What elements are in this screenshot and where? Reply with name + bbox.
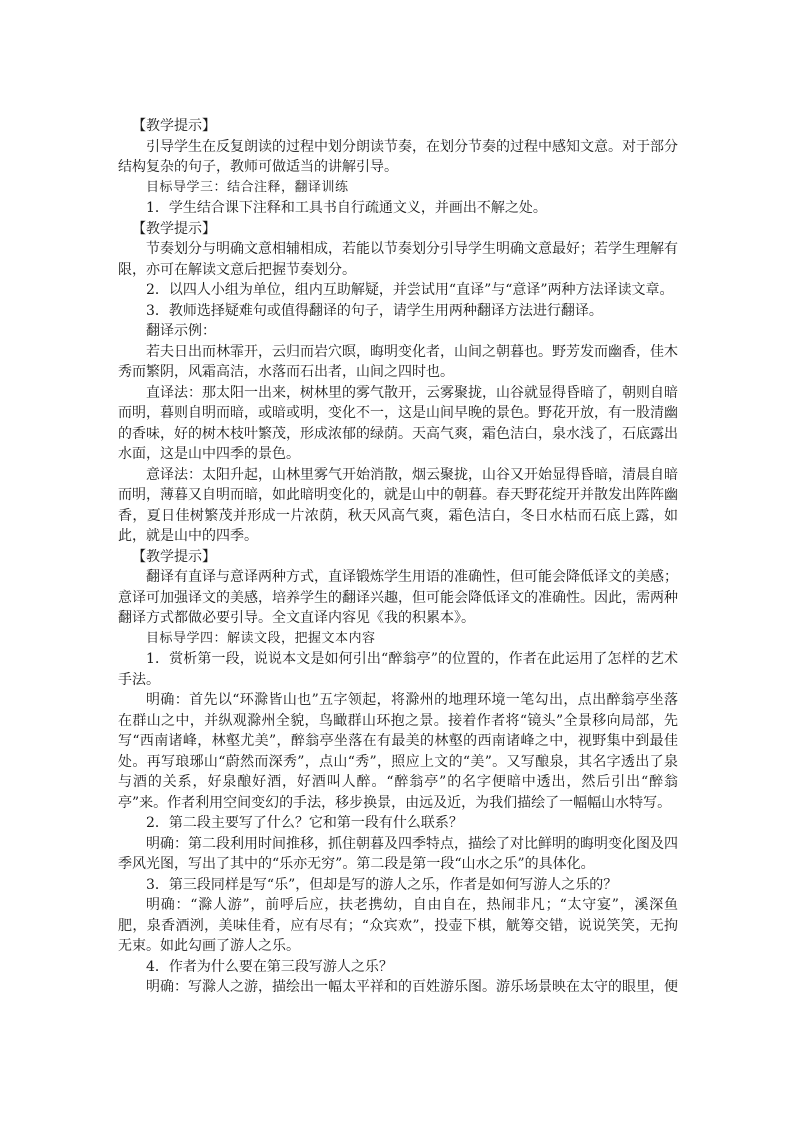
teaching-tip-heading: 【教学提示】 <box>132 118 216 134</box>
body-paragraph: 引导学生在反复朗读的过程中划分朗读节奏，在划分节奏的过程中感知文意。对于部分结构复杂的句子，教师可做适当的讲解引导。 <box>118 138 678 175</box>
answer-paragraph: 明确：写滁人之游，描绘出一幅太平祥和的百姓游乐图。游乐场景映在太守的眼里，便 <box>146 979 678 995</box>
free-translation: 意译法：太阳升起，山林里雾气开始消散，烟云聚拢，山谷又开始显得昏暗，清晨自暗而明，薄暮又自明而暗，如此暗明变化的，就是山中的朝暮。春天野花绽开并散发出阵阵幽香，夏日佳树繁茂并形成一片浓荫，秋天风高气爽，霜色洁白，冬日水枯而石底上露，如此，就是山中的四季。 <box>118 466 678 544</box>
body-paragraph: 2．以四人小组为单位，组内互助解疑，并尝试用“直译”与“意译”两种方法译读文章。 <box>146 282 674 298</box>
question-paragraph: 3．第三段同样是写“乐”，但却是写的游人之乐，作者是如何写游人之乐的？ <box>146 876 618 893</box>
answer-paragraph: 明确：“滁人游”，前呼后应，扶老携幼，自由自在，热闹非凡；“太守宴”，溪深鱼肥，泉香酒洌，美味佳肴，应有尽有；“众宾欢”，投壶下棋，觥筹交错，说说笑笑，无拘无束。如此勾画了游人之乐。 <box>118 897 678 954</box>
question-paragraph: 4．作者为什么要在第三段写游人之乐？ <box>146 958 393 975</box>
literal-translation: 直译法：那太阳一出来，树林里的雾气散开，云雾聚拢，山谷就显得昏暗了，朝则自暗而明，暮则自明而暗，或暗或明，变化不一，这是山间早晚的景色。野花开放，有一股清幽的香味，好的树木枝叶繁茂，形成浓郁的绿荫。天高气爽，霜色洁白，泉水浅了，石底露出水面，这是山中四季的景色。 <box>118 384 678 462</box>
body-paragraph: 翻译示例： <box>146 323 216 339</box>
question-paragraph: 2．第二段主要写了什么？它和第一段有什么联系？ <box>146 815 463 831</box>
answer-paragraph: 明确：首先以“环滁皆山也”五字领起，将滁州的地理环境一笔勾出，点出醉翁亭坐落在群山之中，并纵观滁州全貌，鸟瞰群山环抱之景。接着作者将“镜头”全景移向局部，先写“西南诸峰，林壑尤美”，醉翁亭坐落在有最美的林壑的西南诸峰之中，视野集中到最佳处。再写琅琊山“蔚然而深秀”，点山“秀”，照应上文的“美”。又写酿泉，其名字透出了泉与酒的关系，好泉酿好酒，好酒叫人醉。“醉翁亭”的名字便暗中透出，然后引出“醉翁亭”来。作者利用空间变幻的手法，移步换景，由远及近，为我们描绘了一幅幅山水特写。 <box>118 692 678 811</box>
classical-text-excerpt: 若夫日出而林霏开，云归而岩穴暝，晦明变化者，山间之朝暮也。野芳发而幽香，佳木秀而繁阴，风霜高洁，水落而石出者，山间之四时也。 <box>118 343 678 380</box>
answer-paragraph: 明确：第二段利用时间推移，抓住朝暮及四季特点，描绘了对比鲜明的晦明变化图及四季风光图，写出了其中的“乐亦无穷”。第二段是第一段“山水之乐”的具体化。 <box>118 835 678 872</box>
goal-heading-3: 目标导学三：结合注释，翻译训练 <box>146 179 349 195</box>
question-paragraph: 1．赏析第一段，说说本文是如何引出“醉翁亭”的位置的，作者在此运用了怎样的艺术手法。 <box>118 651 678 688</box>
teaching-tip-heading: 【教学提示】 <box>132 548 216 565</box>
body-paragraph: 翻译有直译与意译两种方式，直译锻炼学生用语的准确性，但可能会降低译文的美感；意译可加强译文的美感，培养学生的翻译兴趣，但可能会降低译文的准确性。因此，需两种翻译方式都做必要引导。全文直译内容见《我的积累本》。 <box>118 569 678 626</box>
body-paragraph: 1．学生结合课下注释和工具书自行疏通文义，并画出不解之处。 <box>146 200 547 216</box>
body-paragraph: 节奏划分与明确文意相辅相成，若能以节奏划分引导学生明确文意最好；若学生理解有限，亦可在解读文意后把握节奏划分。 <box>118 241 678 278</box>
body-paragraph: 3．教师选择疑难句或值得翻译的句子，请学生用两种翻译方法进行翻译。 <box>146 302 603 319</box>
goal-heading-4: 目标导学四：解读文段，把握文本内容 <box>146 630 376 646</box>
teaching-tip-heading: 【教学提示】 <box>132 220 216 237</box>
document-page <box>118 116 678 998</box>
